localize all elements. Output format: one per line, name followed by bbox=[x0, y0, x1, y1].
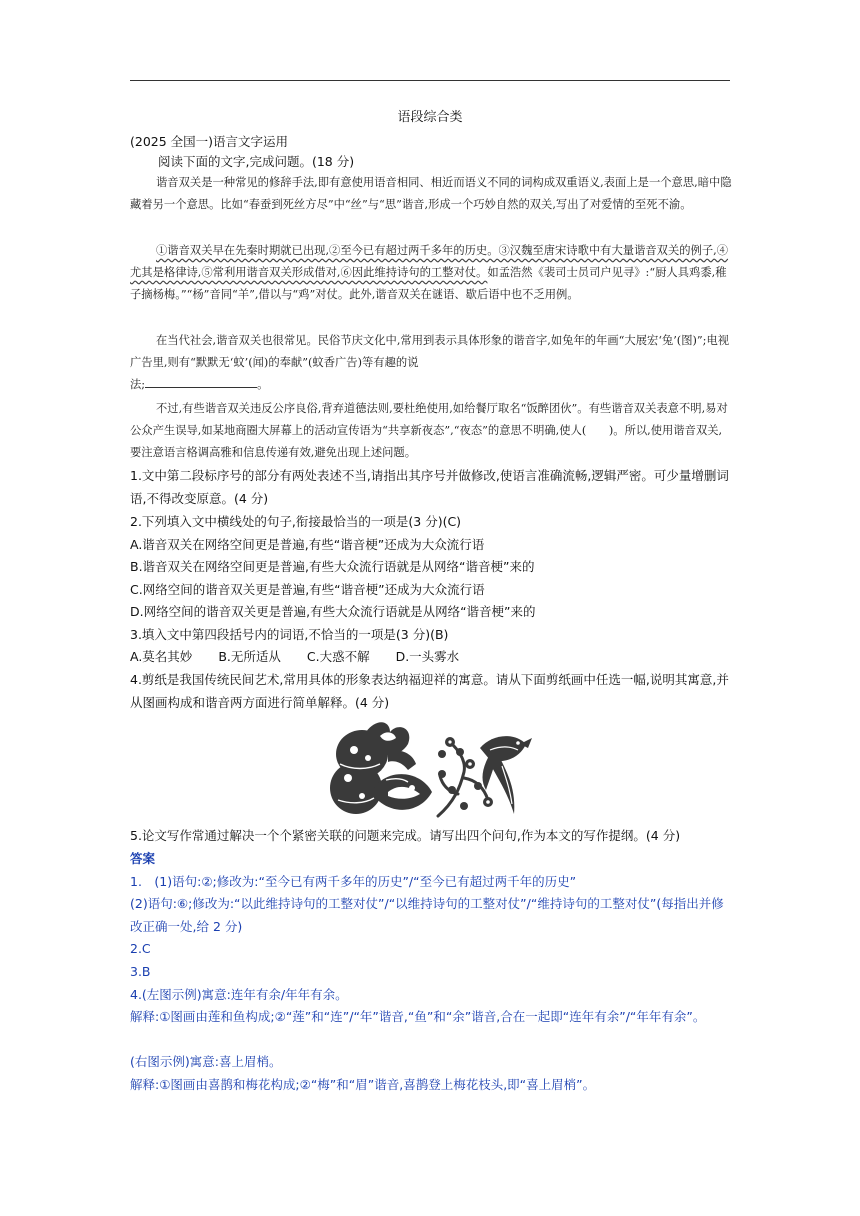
q2-option-d: D.网络空间的谐音双关更是普遍,有些大众流行语就是从网络“谐音梗”来的 bbox=[130, 604, 536, 619]
question-4: 4.剪纸是我国传统民间艺术,常用具体的形象表达纳福迎祥的寓意。请从下面剪纸画中任选一幅,说明其寓意,并从图画构成和谐音两方面进行简单解释。(4 分) bbox=[130, 672, 729, 710]
passage-paragraph-3: 在当代社会,谐音双关也很常见。民俗节庆文化中,常用到表示具体形象的谐音字,如兔年的年画“大展宏‘兔’(图)”;电视广告里,则有“默默无‘蚊’(闻)的奉献”(蚊香广告)等有趣的说 法; 。 bbox=[130, 334, 730, 391]
q3-option-c: C.大惑不解 bbox=[306, 649, 370, 664]
instruction: 阅读下面的文字,完成问题。(18 分) bbox=[158, 154, 355, 169]
passage-paragraph-1: 谐音双关是一种常见的修辞手法,即有意使用语音相同、相近而语义不同的词构成双重语义,表面上是一个意思,暗中隐藏着另一个意思。比如“春蚕到死丝方尽”中“丝”与“思”谐音,形成一个巧妙自然的双关,写出了对爱情的至死不渝。 bbox=[130, 176, 732, 211]
answer-4-right: (右图示例)寓意:喜上眉梢。 bbox=[130, 1054, 282, 1069]
q3-option-d: D.一头雾水 bbox=[395, 649, 460, 664]
q2-option-a: A.谐音双关在网络空间更是普遍,有些“谐音梗”还成为大众流行语 bbox=[130, 537, 485, 552]
answer-heading: 答案 bbox=[130, 851, 156, 866]
answer-1-part-1: 1. (1)语句:②;修改为:“至今已有两千多年的历史”/“至今已有超过两千年的历史” bbox=[130, 874, 577, 889]
lotus-fish-papercut-icon bbox=[328, 718, 436, 824]
passage-paragraph-4: 不过,有些谐音双关违反公序良俗,背弃道德法则,要杜绝使用,如给餐厅取名“饭醉团伙”。有些谐音双关表意不明,易对公众产生误导,如某地商圈大屏幕上的活动宣传语为“共享新夜态”,“夜态”的意思不明确,使人( )。所以,使用谐音双关,要注意语言格调高雅和信息传递有效,避免出现上述问题。 bbox=[130, 402, 728, 459]
marked-sentences: ①谐音双关早在先秦时期就已出现,②至今已有超过两千多年的历史。③汉魏至唐宋诗歌中有大量谐音双关的例子,④尤其是格律诗,⑤常利用谐音双关形成借对,⑥因此维持诗句的工整对仗。 bbox=[130, 244, 729, 279]
header-rule bbox=[130, 80, 730, 81]
source-line: (2025 全国一)语言文字运用 bbox=[130, 134, 289, 149]
q2-option-c: C.网络空间的谐音双关更是普遍,有些“谐音梗”还成为大众流行语 bbox=[130, 582, 485, 597]
fill-blank bbox=[145, 375, 257, 388]
answer-1-part-2: (2)语句:⑥;修改为:“以此维持诗句的工整对仗”/“以维持诗句的工整对仗”/“维持诗句的工整对仗”(每指出并修改正确一处,给 2 分) bbox=[130, 896, 724, 934]
question-2: 2.下列填入文中横线处的句子,衔接最恰当的一项是(3 分)(C) bbox=[130, 514, 462, 529]
magpie-plum-papercut-icon bbox=[430, 724, 534, 822]
q2-option-b: B.谐音双关在网络空间更是普遍,有些大众流行语就是从网络“谐音梗”来的 bbox=[130, 559, 535, 574]
answer-4-left-explanation: 解释:①图画由莲和鱼构成;②“莲”和“连”/“年”谐音,“鱼”和“余”谐音,合在一起即“连年有余”/“年年有余”。 bbox=[130, 1009, 706, 1024]
answer-3: 3.B bbox=[130, 964, 151, 979]
question-5: 5.论文写作常通过解决一个个紧密关联的问题来完成。请写出四个问句,作为本文的写作提纲。(4 分) bbox=[130, 828, 681, 843]
q3-option-b: B.无所适从 bbox=[218, 649, 281, 664]
q3-option-a: A.莫名其妙 bbox=[130, 649, 193, 664]
passage-paragraph-2: ①谐音双关早在先秦时期就已出现,②至今已有超过两千多年的历史。③汉魏至唐宋诗歌中有大量谐音双关的例子,④尤其是格律诗,⑤常利用谐音双关形成借对,⑥因此维持诗句的工整对仗。如孟浩然《裴司士员司户见寻》:“厨人具鸡黍,稚子摘杨梅。”“杨”音同“羊”,借以与“鸡”对仗。此外,谐音双关在谜语、歇后语中也不乏用例。 bbox=[130, 244, 729, 301]
answer-4-right-explanation: 解释:①图画由喜鹊和梅花构成;②“梅”和“眉”谐音,喜鹊登上梅花枝头,即“喜上眉梢”。 bbox=[130, 1077, 596, 1092]
question-1: 1.文中第二段标序号的部分有两处表述不当,请指出其序号并做修改,使语言准确流畅,逻辑严密。可少量增删词语,不得改变原意。(4 分) bbox=[130, 468, 729, 506]
question-3: 3.填入文中第四段括号内的词语,不恰当的一项是(3 分)(B) bbox=[130, 627, 449, 642]
q3-options bbox=[130, 646, 735, 669]
answer-4-left: 4.(左图示例)寓意:连年有余/年年有余。 bbox=[130, 987, 348, 1002]
answer-2: 2.C bbox=[130, 941, 151, 956]
page-title: 语段综合类 bbox=[397, 110, 463, 125]
